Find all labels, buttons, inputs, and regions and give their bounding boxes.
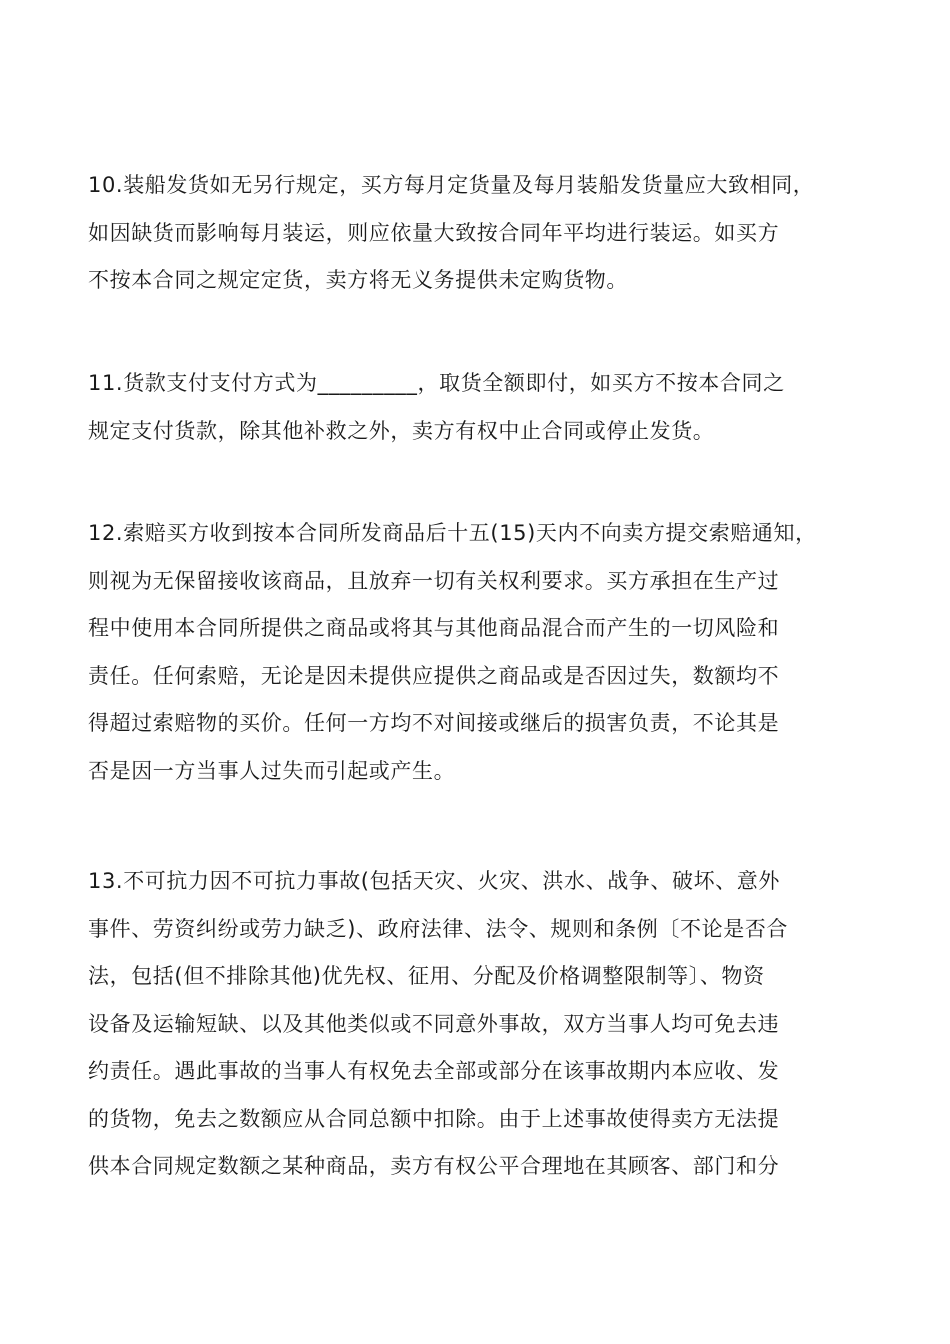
clause-13-line-4: 设备及运输短缺、以及其他类似或不同意外事故，双方当事人均可免去违 [88, 1011, 780, 1036]
clause-13-line-7: 供本合同规定数额之某种商品，卖方有权公平合理地在其顾客、部门和分 [88, 1154, 780, 1178]
clause-13-line-1: 13.不可抗力因不可抗力事故(包括天灾、火灾、洪水、战争、破坏、意外 [88, 869, 780, 893]
clause-12-line-4: 责任。任何索赔，无论是因未提供应提供之商品或是否因过失，数额均不 [88, 663, 780, 688]
clause-12-line-5: 得超过索赔物的买价。任何一方均不对间接或继后的损害负责，不论其是 [88, 711, 780, 735]
clause-12-claims [88, 510, 888, 795]
clause-13-force-majeure [88, 858, 888, 1191]
clause-10-line-1: 10.装船发货如无另行规定，买方每月定货量及每月装船发货量应大致相同， [88, 173, 815, 197]
clause-12-line-6: 否是因一方当事人过失而引起或产生。 [88, 758, 456, 783]
clause-12-line-2: 则视为无保留接收该商品，且放弃一切有关权利要求。买方承担在生产过 [88, 568, 780, 593]
clause-10-delivery [88, 162, 888, 305]
clause-11-payment [88, 360, 888, 455]
clause-13-line-2: 事件、劳资纠纷或劳力缺乏)、政府法律、法令、规则和条例〔不论是否合 [88, 916, 788, 941]
clause-13-line-6: 的货物，免去之数额应从合同总额中扣除。由于上述事故使得卖方无法提 [88, 1106, 780, 1131]
clause-10-line-2: 如因缺货而影响每月装运，则应依量大致按合同年平均进行装运。如买方 [88, 220, 780, 245]
clause-13-line-5: 约责任。遇此事故的当事人有权免去全部或部分在该事故期内本应收、发 [88, 1059, 780, 1083]
clause-10-line-3: 不按本合同之规定定货，卖方将无义务提供未定购货物。 [88, 268, 628, 292]
clause-11-line-2: 规定支付货款，除其他补救之外，卖方有权中止合同或停止发货。 [88, 418, 715, 443]
clause-12-line-3: 程中使用本合同所提供之商品或将其与其他商品混合而产生的一切风险和 [88, 616, 780, 640]
clause-13-line-3: 法，包括(但不排除其他)优先权、征用、分配及价格调整限制等〕、物资 [88, 964, 765, 988]
clause-12-line-1: 12.索赔买方收到按本合同所发商品后十五(15)天内不向卖方提交索赔通知， [88, 521, 817, 545]
clause-11-line-1: 11.货款支付支付方式为_________，取货全额即付，如买方不按本合同之 [88, 371, 785, 395]
